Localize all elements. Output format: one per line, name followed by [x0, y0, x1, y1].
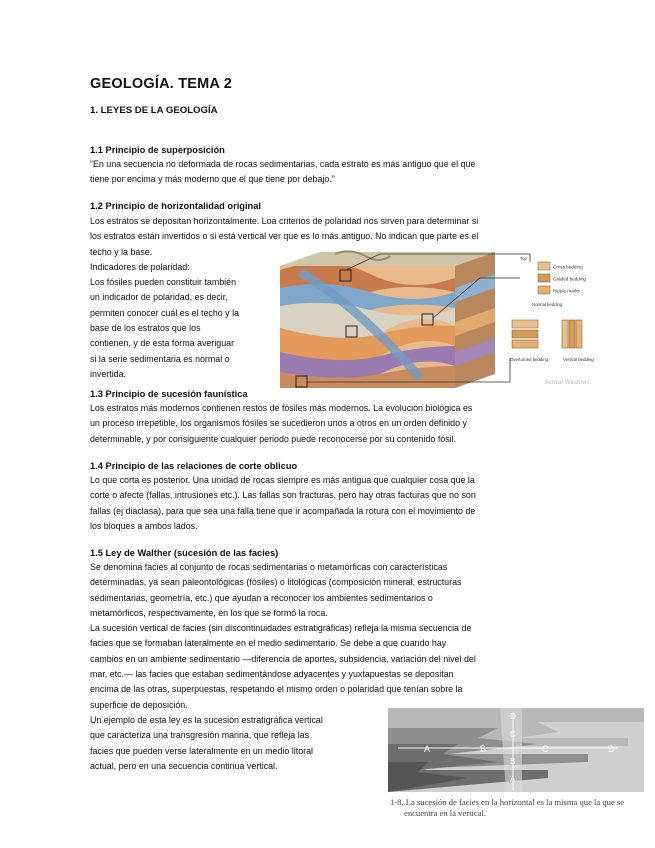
legend-swatch — [538, 286, 550, 294]
text-line: un proceso irrepetible, los organismos fósiles se sucedieron unos a otros en un orden definido y — [90, 418, 467, 429]
vertical-sample — [576, 320, 582, 348]
facies-label: C — [542, 744, 549, 754]
legend-label: Cross bedding — [553, 264, 583, 270]
vertical-label: Vertical bedding — [563, 357, 594, 362]
text-line: Indicadores de polaridad: — [90, 261, 190, 272]
column-label: C — [510, 730, 516, 739]
text-line: facies que pueden verse lateralmente en un medio litoral — [90, 745, 313, 756]
heading-superposicion: 1.1 Principio de superposición — [90, 145, 225, 155]
text-line: los bloques a ambos lados. — [90, 520, 198, 531]
facies-label: B — [480, 744, 487, 754]
text-line: mar, etc.— las facies que estaban sedimentándose adyacentes y yuxtapuestas se depositan — [90, 669, 454, 680]
text-line: los estratos están invertidos o si está vertical ver que es lo más antiguo. No indican que parte es el — [90, 231, 479, 242]
heading-horizontalidad: 1.2 Principio de horizontalidad original — [90, 201, 261, 211]
text-line: Los estratos se depositan horizontalmente. Loa criterios de polaridad nos sirven para determinar si — [90, 216, 479, 226]
normal-label: Normal bedding — [532, 302, 563, 307]
text-line: Se denomina facies al conjunto de rocas sedimentarias o metamórficas con características — [90, 562, 448, 572]
legend-label: Graded bedding — [553, 276, 586, 282]
vertical-sample — [562, 320, 568, 348]
text-line: contienen, y de esta forma averiguar — [90, 338, 235, 349]
column-label: B — [510, 757, 516, 766]
paragraph-superposicion — [90, 157, 475, 188]
text-line: superficie de deposición. — [90, 699, 188, 710]
caption-line: encuentra en la vertical. — [404, 808, 487, 818]
paragraph-corte-oblicuo — [90, 473, 476, 534]
block-side-face — [455, 252, 495, 388]
text-line: base de los estratos que los — [90, 323, 201, 334]
text-line: facies que se formaban lateralmente en el medio sedimentario. Se debe a que cuando hay — [90, 638, 447, 649]
overturned-sample — [512, 340, 538, 348]
text-line: “En una secuencia no deformada de rocas sedimentarias, cada estrato es más antiguo que el que — [90, 159, 476, 169]
top-label: Top — [520, 256, 527, 261]
text-line: cambios en un ambiente sedimentario —diferencia de aportes, subsidencia, variación del nivel del — [90, 653, 476, 664]
document-title: GEOLOGÍA. TEMA 2 — [90, 76, 233, 92]
paragraph-sucesion-faunistica — [90, 401, 472, 447]
overturned-label: Overturned bedding — [510, 357, 548, 362]
overturned-sample — [512, 330, 538, 338]
text-line: fallas (ej diaclasa), para que sea una falla tiene que ir acompañada la rotura con el movimiento de — [90, 505, 476, 516]
legend-swatch — [538, 274, 550, 282]
windows-watermark: Activar Windows — [545, 380, 590, 386]
text-line: que caracteriza una transgresión marina, que refleja las — [90, 730, 310, 741]
caption-line: 1-8. La sucesión de facies en la horizontal es la misma que la que se — [390, 797, 625, 807]
column-label: A — [510, 775, 516, 784]
text-line: techo y la base. — [90, 246, 153, 257]
heading-sucesion-faunistica: 1.3 Principio de sucesión faunística — [90, 389, 248, 399]
text-line: sedimentarias, geometría, etc.) que ayudan a reconocer los ambientes sedimentarios o — [90, 592, 433, 603]
text-line: si la serie sedimentaria es normal o — [90, 353, 230, 364]
text-line: determinadas, ya sean paleontológicas (fósiles) o litológicas (composición mineral, estructuras — [90, 577, 462, 588]
text-line: corte o afecte (fallas, intrusiones etc.). Las fallas son fracturas, pero hay otras facturas que no son — [90, 490, 476, 501]
text-line: metamórficos, respectivamente, en los que se formó la roca. — [90, 607, 328, 618]
text-line: La sucesión vertical de facies (sin discontinuidades estratigráficas) refleja la misma secuencia de — [90, 623, 472, 634]
facies-label: D — [608, 744, 615, 754]
legend-label: Ripple marks — [553, 288, 580, 294]
text-line: invertida. — [90, 368, 127, 379]
text-line: actual, pero en una secuencia continua vertical. — [90, 760, 278, 771]
column-label: D — [510, 712, 516, 721]
text-line: Un ejemplo de esta ley es la sucesión estratigráfica vertical — [90, 714, 323, 725]
text-line: encima de las otras, superpuestas, respetando el mismo orden o polaridad que tenían sobre la — [90, 684, 463, 695]
text-line: determinable, y por consiguiente cualquier periodo puede reconocerse por su contenido fósil. — [90, 433, 457, 444]
overturned-sample — [512, 320, 538, 328]
section-heading: 1. LEYES DE LA GEOLOGÍA — [90, 105, 218, 116]
legend-swatch — [538, 262, 550, 270]
vertical-sample — [569, 320, 575, 348]
text-line: Lo que corta es posterior. Una unidad de rocas siempre es más antigua que cualquier cosa que la — [90, 475, 475, 485]
polarity-figure — [280, 248, 600, 400]
facies-label: A — [424, 744, 431, 754]
figure-caption — [390, 797, 624, 819]
text-line: permiten conocer cuál es el techo y la — [90, 307, 239, 318]
text-line: un indicador de polaridad, es decir, — [90, 292, 228, 303]
text-line: tiene por encima y más moderno que el que tiene por debajo.” — [90, 174, 335, 185]
heading-ley-walther: 1.5 Ley de Walther (sucesión de las facies) — [90, 548, 279, 558]
walther-facies-figure — [388, 708, 644, 792]
heading-corte-oblicuo: 1.4 Principio de las relaciones de corte oblicuo — [90, 461, 298, 471]
text-line: Los estratos más modernos contienen restos de fósiles más modernos. La evolución biológica es — [90, 403, 473, 413]
text-line: Los fósiles pueden constituir también — [90, 277, 237, 288]
